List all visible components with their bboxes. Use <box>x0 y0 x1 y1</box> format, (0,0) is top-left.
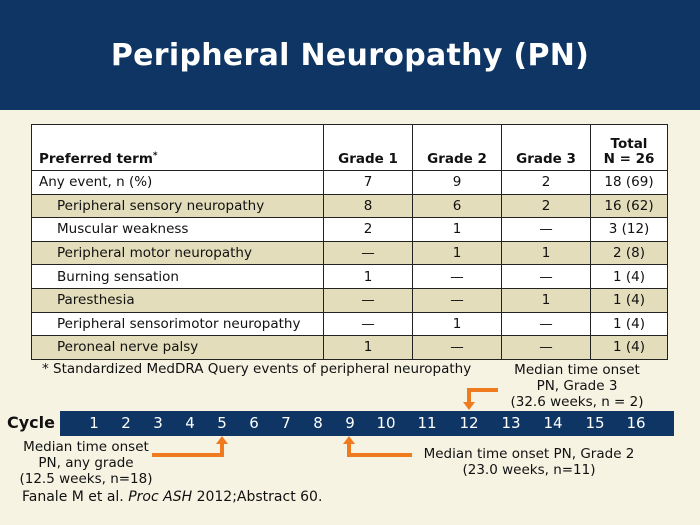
row-grade3: — <box>502 336 591 360</box>
annotation-grade3 <box>497 362 657 410</box>
arrow-grade3-head <box>463 402 475 410</box>
table-body <box>32 171 668 360</box>
table-row <box>32 171 668 195</box>
row-grade1: 1 <box>324 265 413 289</box>
row-term: Peripheral sensorimotor neuropathy <box>32 312 324 336</box>
citation-journal: Proc ASH <box>128 489 193 505</box>
cycle-number: 5 <box>217 414 227 432</box>
arrow-grade2 <box>349 442 412 455</box>
row-term: Any event, n (%) <box>32 171 324 195</box>
arrow-any-grade-head <box>216 436 228 444</box>
row-grade2: — <box>413 288 502 312</box>
table-row <box>32 265 668 289</box>
row-grade2: — <box>413 265 502 289</box>
arrow-grade2-head <box>343 436 355 444</box>
row-term: Peripheral motor neuropathy <box>32 241 324 265</box>
row-grade1: — <box>324 312 413 336</box>
row-term: Peroneal nerve palsy <box>32 336 324 360</box>
cycle-number: 8 <box>313 414 323 432</box>
header-grade2: Grade 2 <box>413 125 502 171</box>
cycle-number: 13 <box>501 414 521 432</box>
row-grade2: 1 <box>413 312 502 336</box>
cycle-label: Cycle <box>7 413 55 432</box>
cycle-number: 1 <box>89 414 99 432</box>
table-row <box>32 241 668 265</box>
cycle-number: 2 <box>121 414 131 432</box>
citation-rest: 2012;Abstract 60. <box>196 489 323 505</box>
table-row <box>32 312 668 336</box>
table-row <box>32 194 668 218</box>
row-grade2: 1 <box>413 241 502 265</box>
header-term-label: Preferred term <box>39 151 153 167</box>
row-total: 3 (12) <box>591 218 668 242</box>
table-row <box>32 288 668 312</box>
row-grade3: 2 <box>502 194 591 218</box>
table-header-row <box>32 125 668 171</box>
row-grade3: 1 <box>502 241 591 265</box>
header-total <box>591 125 668 171</box>
row-term: Paresthesia <box>32 288 324 312</box>
row-grade3: 2 <box>502 171 591 195</box>
row-grade1: 8 <box>324 194 413 218</box>
row-total: 16 (62) <box>591 194 668 218</box>
row-total: 1 (4) <box>591 288 668 312</box>
row-total: 18 (69) <box>591 171 668 195</box>
row-grade3: — <box>502 218 591 242</box>
row-grade2: 6 <box>413 194 502 218</box>
row-term: Peripheral sensory neuropathy <box>32 194 324 218</box>
row-grade2: 1 <box>413 218 502 242</box>
row-total: 1 (4) <box>591 312 668 336</box>
row-total: 1 (4) <box>591 265 668 289</box>
header-term-mark: * <box>152 151 158 161</box>
table-row <box>32 218 668 242</box>
table-row <box>32 336 668 360</box>
annotation-grade2 <box>408 446 650 478</box>
cycle-number: 12 <box>459 414 479 432</box>
citation <box>22 489 322 505</box>
row-grade1: — <box>324 241 413 265</box>
annotation-any-grade-line1: Median time onset <box>23 439 149 455</box>
annotation-grade3-line3: (32.6 weeks, n = 2) <box>510 394 644 410</box>
row-grade1: 1 <box>324 336 413 360</box>
adverse-events-table <box>31 124 668 360</box>
header-grade1: Grade 1 <box>324 125 413 171</box>
cycle-number: 6 <box>249 414 259 432</box>
citation-authors: Fanale M et al. <box>22 489 124 505</box>
cycle-number: 15 <box>585 414 605 432</box>
row-grade3: — <box>502 312 591 336</box>
header-preferred-term <box>32 125 324 171</box>
annotation-grade3-line1: Median time onset <box>514 362 640 378</box>
cycle-number: 3 <box>153 414 163 432</box>
row-grade1: 7 <box>324 171 413 195</box>
row-grade3: — <box>502 265 591 289</box>
annotation-any-grade-line3: (12.5 weeks, n=18) <box>19 471 153 487</box>
row-grade3: 1 <box>502 288 591 312</box>
header-grade3: Grade 3 <box>502 125 591 171</box>
annotation-grade3-line2: PN, Grade 3 <box>536 378 618 394</box>
slide-title: Peripheral Neuropathy (PN) <box>110 38 590 73</box>
row-total: 2 (8) <box>591 241 668 265</box>
cycle-number: 11 <box>417 414 437 432</box>
cycle-number: 16 <box>626 414 646 432</box>
cycle-number: 10 <box>376 414 396 432</box>
header-total-line1: Total <box>610 136 648 152</box>
row-total: 1 (4) <box>591 336 668 360</box>
row-grade2: 9 <box>413 171 502 195</box>
row-grade2: — <box>413 336 502 360</box>
arrow-grade3 <box>469 390 498 404</box>
header-total-line2: N = 26 <box>603 151 655 167</box>
cycle-number: 14 <box>543 414 563 432</box>
annotation-any-grade-line2: PN, any grade <box>38 455 134 471</box>
cycle-number: 9 <box>345 414 355 432</box>
row-grade1: 2 <box>324 218 413 242</box>
table-footnote: * Standardized MedDRA Query events of peripheral neuropathy <box>42 361 472 377</box>
row-term: Muscular weakness <box>32 218 324 242</box>
cycle-number: 4 <box>185 414 195 432</box>
cycle-number: 7 <box>281 414 291 432</box>
annotation-grade2-line2: (23.0 weeks, n=11) <box>462 462 596 478</box>
annotation-any-grade <box>6 439 166 487</box>
row-grade1: — <box>324 288 413 312</box>
annotation-grade2-line1: Median time onset PN, Grade 2 <box>423 446 635 462</box>
row-term: Burning sensation <box>32 265 324 289</box>
